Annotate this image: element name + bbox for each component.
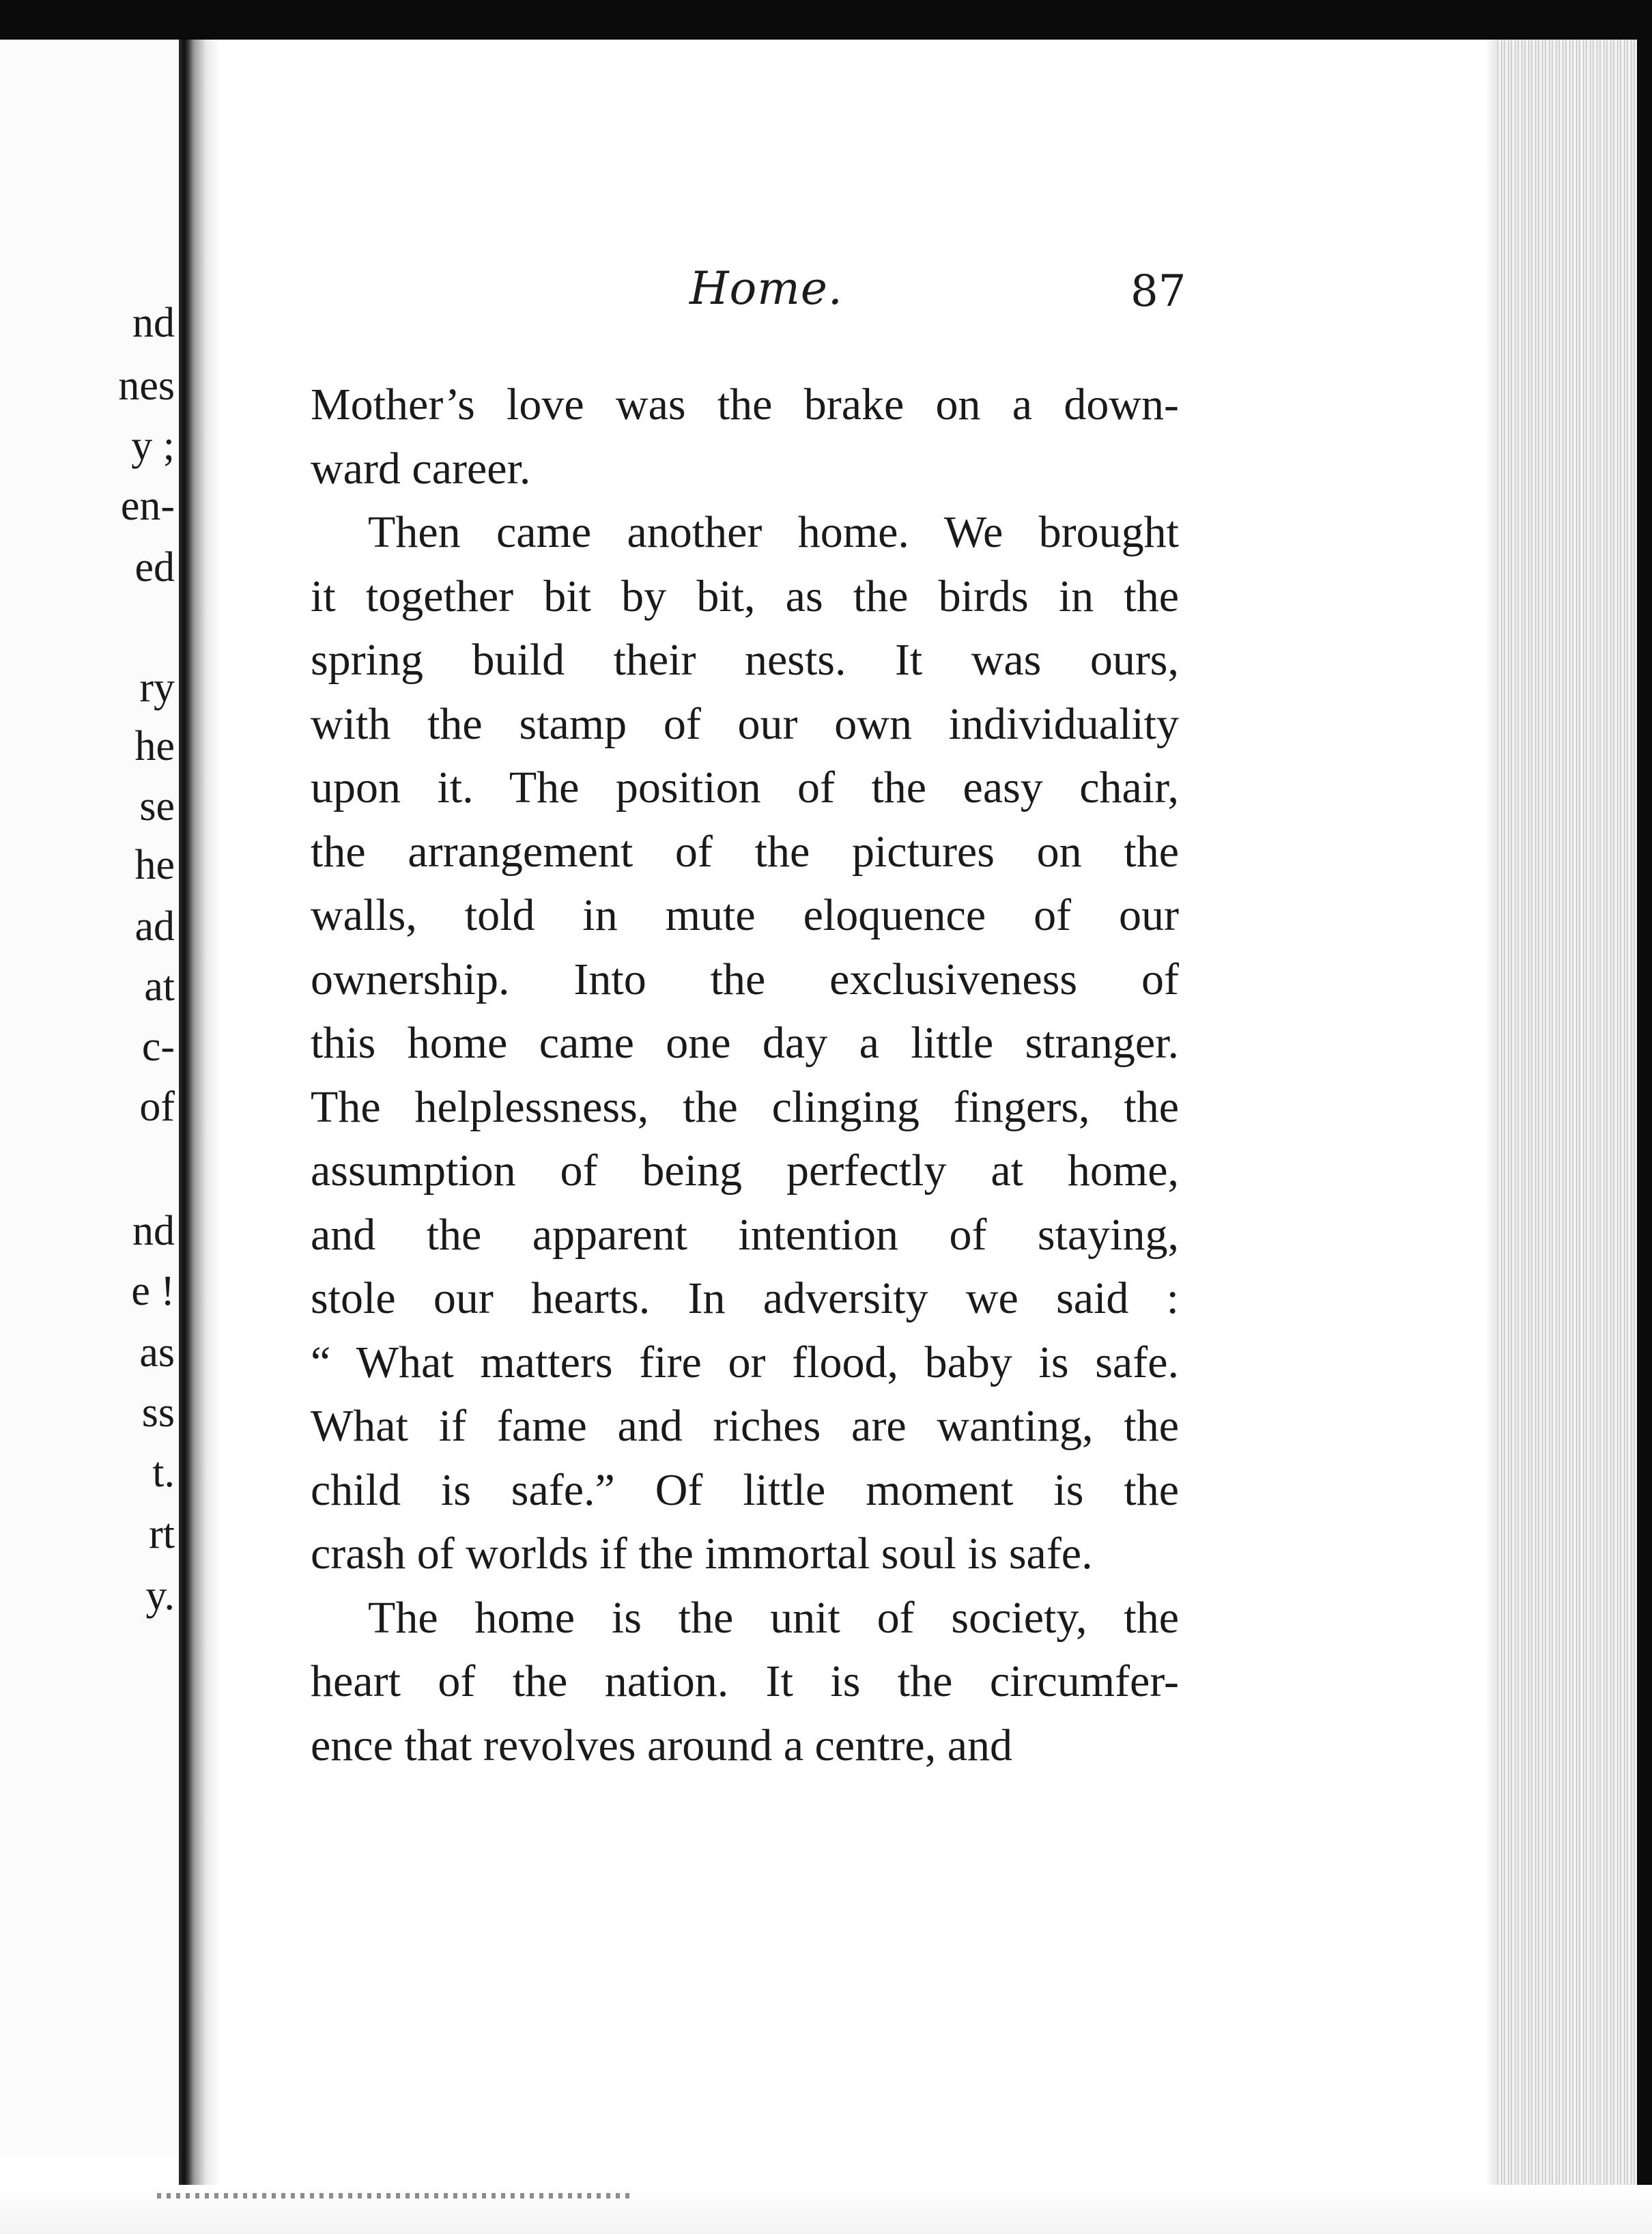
facing-page-fragment-text: y ; [131, 423, 175, 469]
text-line: upon it. The position of the easy chair, [311, 763, 1179, 812]
facing-page-fragment-text: ed [134, 544, 175, 591]
text-line: with the stamp of our own individuality [311, 698, 1179, 749]
text-line: it together bit by bit, as the birds in the [311, 571, 1179, 621]
facing-page-fragment-text: of [139, 1084, 175, 1130]
text-line: The home is the unit of society, the [368, 1592, 1179, 1643]
facing-page-fragment-text: e ! [131, 1268, 175, 1314]
scan-top-border [0, 0, 1652, 40]
facing-page-fragment [0, 40, 184, 2156]
text-line: ence that revolves around a centre, and [311, 1720, 1012, 1770]
facing-page-fragment-text: c- [141, 1023, 175, 1070]
text-line: The helplessness, the clinging fingers, the [311, 1081, 1179, 1132]
text-line: walls, told in mute eloquence of our [311, 890, 1179, 940]
text-line: What if fame and riches are wanting, the [311, 1401, 1179, 1451]
text-line: Mother’s love was the brake on a down- [311, 380, 1179, 429]
page-bottom-specks [157, 2193, 635, 2198]
facing-page-fragment-text: en- [120, 483, 175, 529]
scan-right-border [1637, 0, 1652, 2234]
facing-page-fragment-text: as [139, 1329, 175, 1376]
page-bottom-edge [0, 2185, 1652, 2234]
text-line: spring build their nests. It was ours, [311, 635, 1179, 685]
text-line: Then came another home. We brought [368, 507, 1179, 557]
facing-page-fragment-text: he [134, 842, 175, 888]
facing-page-fragment-text: rt [149, 1511, 175, 1557]
text-line: the arrangement of the pictures on the [311, 826, 1179, 877]
text-line: “ What matters fire or flood, baby is safe. [311, 1337, 1179, 1387]
text-line: heart of the nation. It is the circumfer- [311, 1656, 1179, 1706]
text-line: and the apparent intention of staying, [311, 1209, 1179, 1260]
body-text [311, 373, 1179, 1777]
text-line: ward career. [311, 443, 531, 494]
facing-page-fragment-text: se [139, 783, 175, 830]
paragraph [311, 1586, 1179, 1778]
facing-page-fragment-text: ss [141, 1389, 175, 1436]
facing-page-fragment-text: ad [134, 903, 175, 950]
facing-page-fragment-text: ry [139, 664, 175, 711]
facing-page-fragment-text: at [144, 963, 175, 1010]
book-gutter [179, 40, 220, 2197]
text-line: this home came one day a little stranger. [311, 1018, 1179, 1068]
facing-page-fragment-text: nd [132, 1208, 175, 1254]
facing-page-text-fragments [0, 40, 184, 2156]
text-line: ownership. Into the exclusiveness of [311, 954, 1179, 1004]
text-line: child is safe.” Of little moment is the [311, 1465, 1179, 1515]
facing-page-fragment-text: t. [152, 1450, 175, 1496]
facing-page-fragment-text: y. [145, 1572, 175, 1619]
text-line: crash of worlds if the immortal soul is safe. [311, 1529, 1093, 1579]
facing-page-fragment-text: nes [118, 363, 175, 409]
paragraph [311, 373, 1179, 500]
text-line: assumption of being perfectly at home, [311, 1146, 1179, 1196]
page-stack-edges [1495, 40, 1637, 2190]
page-number: 87 [1130, 266, 1186, 317]
paragraph [311, 500, 1179, 1586]
text-line: stole our hearts. In adversity we said : [311, 1273, 1179, 1323]
facing-page-fragment-text: nd [132, 300, 175, 346]
running-head: Home. [689, 262, 843, 315]
facing-page-fragment-text: he [134, 723, 175, 769]
